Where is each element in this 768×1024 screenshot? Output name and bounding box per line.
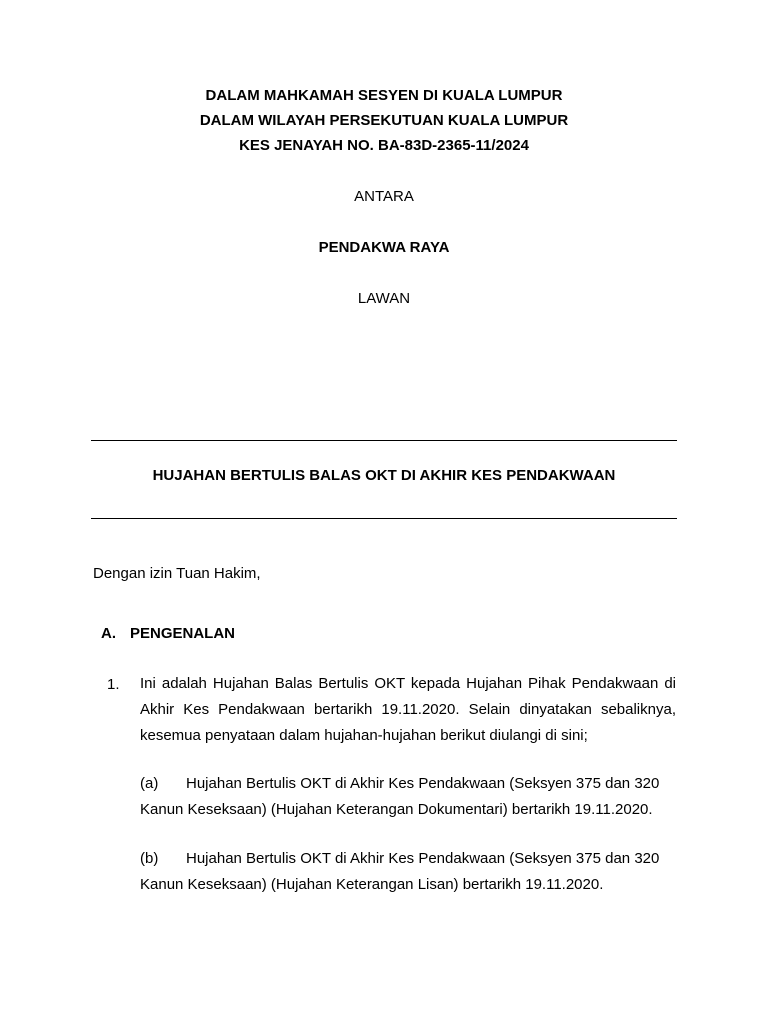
sub-item-continuation: Kanun Keseksaan) (Hujahan Keterangan Lisan) bertarikh 19.11.2020. (140, 876, 604, 893)
case-number: KES JENAYAH NO. BA-83D-2365-11/2024 (239, 137, 529, 154)
between-label: ANTARA (354, 188, 414, 205)
section-letter: A. (101, 625, 116, 642)
sub-item-continuation: Kanun Keseksaan) (Hujahan Keterangan Dokumentari) bertarikh 19.11.2020. (140, 801, 653, 818)
court-territory: DALAM WILAYAH PERSEKUTUAN KUALA LUMPUR (199, 112, 569, 129)
court-name: DALAM MAHKAMAH SESYEN DI KUALA LUMPUR (205, 87, 563, 104)
prosecutor-party: PENDAKWA RAYA (318, 239, 450, 256)
paragraph-number: 1. (107, 676, 120, 693)
sub-item-first-line (140, 771, 676, 797)
paragraph-text: Ini adalah Hujahan Balas Bertulis OKT kepada Hujahan Pihak Pendakwaan di Akhir Kes Pendakwaan bertarikh 19.11.2020. Selain dinyatakan sebaliknya, kesemua penyataan dalam hujahan-hujahan berikut diulangi di sini; (140, 675, 676, 744)
title-bottom-rule (91, 518, 677, 519)
title-top-rule (91, 440, 677, 441)
salutation: Dengan izin Tuan Hakim, (93, 565, 261, 582)
sub-item-text: Hujahan Bertulis OKT di Akhir Kes Pendakwaan (Seksyen 375 dan 320 (186, 850, 660, 867)
sub-item-label: (b) (140, 850, 159, 867)
sub-item-first-line (140, 846, 676, 872)
document-title: HUJAHAN BERTULIS BALAS OKT DI AKHIR KES PENDAKWAAN (152, 467, 616, 484)
sub-item-text: Hujahan Bertulis OKT di Akhir Kes Pendakwaan (Seksyen 375 dan 320 (186, 775, 660, 792)
section-title: PENGENALAN (130, 625, 236, 642)
sub-item-label: (a) (140, 775, 159, 792)
versus-label: LAWAN (357, 290, 411, 307)
